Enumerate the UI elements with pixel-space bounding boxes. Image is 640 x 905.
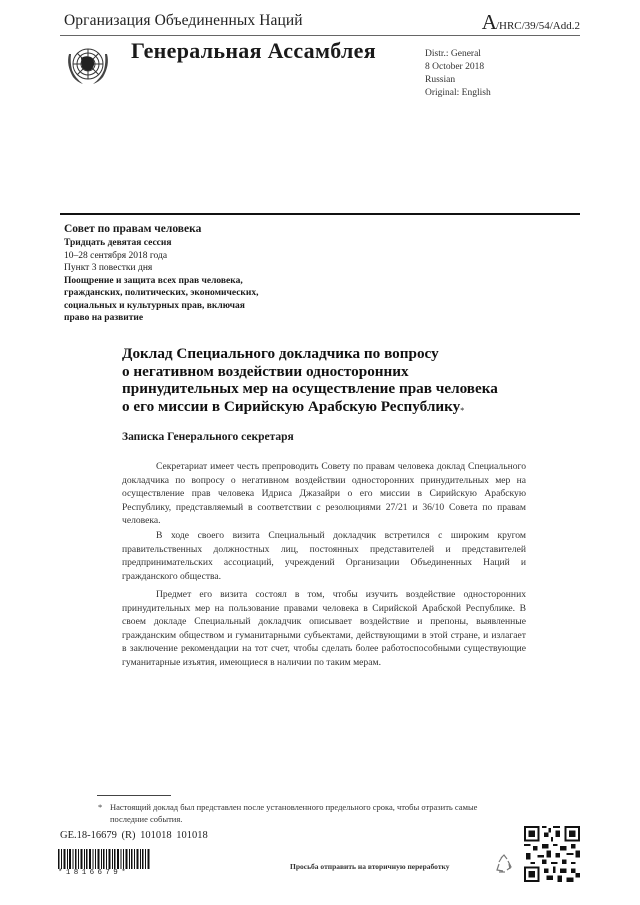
footnote-text: Настоящий доклад был представлен после установленного предельного срока, чтобы отразить самые последние события. bbox=[110, 802, 478, 824]
symbol-rest: /HRC/39/54/Add.2 bbox=[495, 20, 580, 32]
qr-code-icon bbox=[524, 826, 580, 882]
paragraph-1: Секретариат имеет честь препроводить Совету по правам человека доклад Специального докладчика по вопросу о негативном воздействии односторонних принудительных мер на осуществление прав человека Идриса Джазайри о его миссии в Сирийскую Арабскую Республику, представляемый в соответствии с резолюциями 27/21 и 36/10 Совета по правам человека. bbox=[122, 461, 526, 527]
paragraph-2: В ходе своего визита Специальный докладчик встретился с широким кругом правительственных должностных лиц, постоянных представителей и представителей предпринимательских ассоциаций, учреждений Организации Объединенных Наций и гражданского общества. bbox=[122, 530, 526, 582]
footnote-reference[interactable]: * bbox=[460, 405, 465, 415]
agenda-title-line: право на развитие bbox=[64, 313, 144, 323]
note-title: Записка Генерального секретаря bbox=[122, 431, 294, 443]
session-dates: 10–28 сентября 2018 года bbox=[64, 250, 168, 261]
distr-original: Original: English bbox=[425, 88, 491, 98]
distr-language: Russian bbox=[425, 75, 456, 85]
un-emblem-icon bbox=[63, 40, 113, 90]
distribution-block bbox=[425, 48, 491, 100]
agenda-title-line: социальных и культурных прав, включая bbox=[64, 300, 245, 311]
assembly-title: Генеральная Ассамблея bbox=[131, 38, 376, 63]
recycle-icon bbox=[493, 853, 515, 875]
paragraph-3: Предмет его визита состоял в том, чтобы изучить воздействие односторонних принудительных мер на пользование правами человека в Сирийской Арабской Республике. В своем докладе Специальный докладчик описывает воздействие и препоны, выявленные гражданским обществом и гуманитарными субъектами, действующими в этой стране, и излагает в заключение рекомендации на тот счет, чтобы сделать более работоспособными существующие гуманитарные изъятия, имеющиеся в наличии по таким мерам. bbox=[122, 589, 526, 668]
footnote bbox=[98, 801, 480, 825]
organization-name: Организация Объединенных Наций bbox=[64, 12, 303, 29]
header-rule bbox=[60, 35, 580, 36]
footnote-mark: * bbox=[98, 802, 103, 812]
session-name: Тридцать девятая сессия bbox=[64, 238, 172, 248]
recycle-note: Просьба отправить на вторичную переработку bbox=[290, 862, 450, 871]
distr-status: Distr.: General bbox=[425, 49, 481, 59]
agenda-title-line: гражданских, политических, экономических, bbox=[64, 288, 259, 298]
barcode-icon bbox=[58, 849, 151, 869]
council-title: Совет по правам человека bbox=[64, 223, 202, 235]
barcode-digits: *1816679* bbox=[58, 869, 130, 877]
report-title bbox=[122, 345, 522, 415]
job-number: GE.18-16679 (R) 101018 101018 bbox=[60, 830, 208, 841]
agenda-title-line: Поощрение и защита всех прав человека, bbox=[64, 275, 243, 286]
report-title-line: о его миссии в Сирийскую Арабскую Республику* bbox=[122, 397, 465, 415]
council-block bbox=[64, 222, 324, 325]
report-title-line: Доклад Специального докладчика по вопросу bbox=[122, 345, 439, 362]
section-rule bbox=[60, 213, 580, 215]
footnote-rule bbox=[97, 795, 171, 796]
report-title-line: принудительных мер на осуществление прав человека bbox=[122, 380, 498, 397]
symbol-prefix: A bbox=[481, 10, 496, 34]
distr-date: 8 October 2018 bbox=[425, 62, 485, 72]
document-symbol bbox=[482, 10, 580, 35]
report-title-line: о негативном воздействии односторонних bbox=[122, 362, 409, 380]
agenda-item: Пункт 3 повестки дня bbox=[64, 263, 153, 273]
